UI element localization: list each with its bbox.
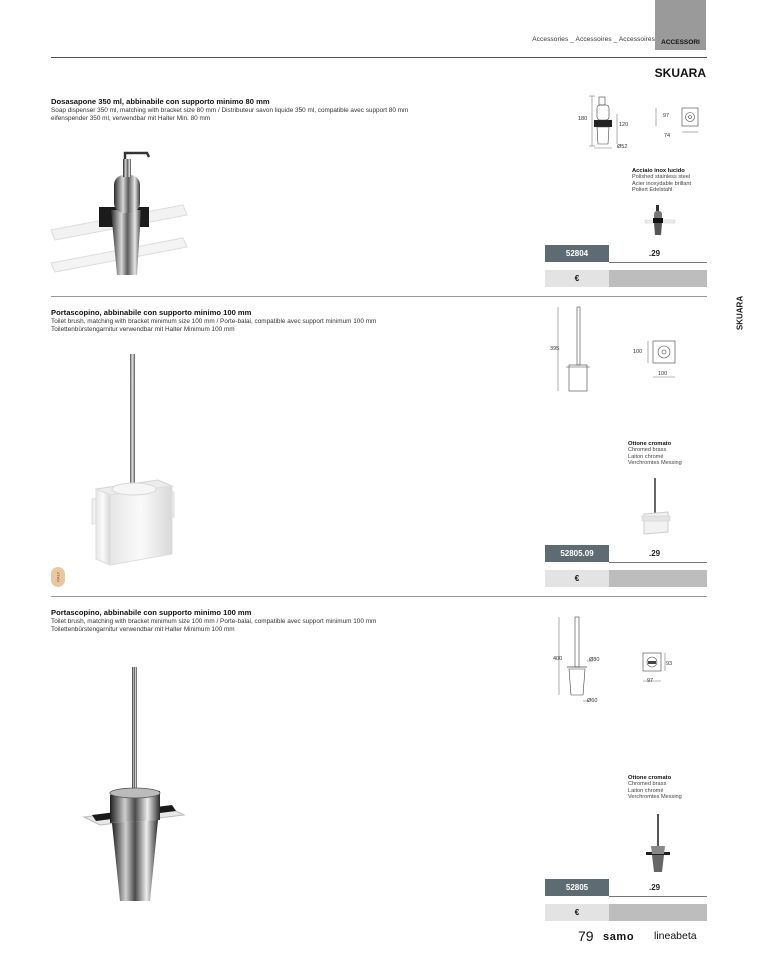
product-2-photo [88,352,180,568]
product-3-photo [84,665,186,905]
product-2-dim-top-width: 100 [633,349,643,355]
product-1-desc-line1: Soap dispenser 350 ml, matching with bracket size 80 mm / Distributeur savon liquide 350 ml, compatible avec support 80 mm [51,107,409,114]
product-1-desc-line2: eifenspender 350 ml, verwendbar mit Halter Min. 80 mm [51,115,211,123]
product-1-finish [632,168,707,194]
product-1-code: 52804 [545,245,609,262]
product-2-title: Portascopino, abbinabile con supporto minimo 100 mm [51,308,252,317]
product-1-finish-title: Acciaio inox lucido [632,168,685,174]
product-2-finish-thumbnail [640,478,672,540]
product-2-price-cell [609,570,707,587]
product-3-dim-bottom-diameter: Ø60 [587,698,598,704]
product-2-finish-line: Laiton chromé [628,453,664,460]
category-tab[interactable] [655,0,706,50]
product-3-code: 52805 [545,879,609,896]
product-1-dim-diameter: Ø52 [617,144,628,150]
side-series-label-text: SKUARA [735,295,745,330]
product-3-price-cell [609,904,707,921]
product-3-dim-top-width: 97 [647,678,654,684]
product-3-dim-height: 400 [553,656,563,662]
product-3-finish-line: Laiton chromé [628,787,664,794]
product-2-finish-line: Chromed brass [628,447,667,454]
product-3-currency: € [545,904,609,921]
product-3-dim-top-diameter: Ø80 [589,657,600,663]
product-2-currency: € [545,570,609,587]
product-2-finish-line: Verchromtes Messing [628,460,682,467]
product-3-finish-suffix: .29 [609,879,707,897]
product-1-title: Dosasapone 350 ml, abbinabile con supporto minimo 80 mm [51,97,270,106]
product-3-title: Portascopino, abbinabile con supporto minimo 100 mm [51,608,252,617]
product-1-finish-thumbnail [645,203,675,239]
product-2-dim-height: 395 [550,346,560,352]
product-3-finish-line: Verchromtes Messing [628,794,682,801]
product-1-dim-top-width: 97 [663,113,670,119]
product-3-finish-title: Ottone cromato [628,775,672,781]
series-title: SKUARA [654,66,706,80]
product-2-dim-top-depth: 100 [658,371,668,377]
product-1-currency: € [545,270,609,287]
product-1-finish-line: Acier inoxydable brillant [632,180,692,187]
product-3-finish [628,775,706,801]
section-divider [51,296,707,297]
product-2-technical-drawing [550,305,680,395]
product-1-finish-line: Poliert Edelstahl [632,187,673,194]
product-2-desc-line1: Toilet brush, matching with bracket minimum size 100 mm / Porte-balai, compatible avec support minimum 100 mm [51,318,377,325]
product-2-finish-title: Ottone cromato [628,441,672,447]
product-line-name: lineabeta [654,930,697,942]
page-number: 79 [578,928,594,944]
product-1-finish-line: Polished stainless steel [632,174,691,181]
product-3-dim-top-depth: 93 [666,661,673,667]
product-3-finish-line: Chromed brass [628,781,667,788]
product-1-dim-height: 180 [578,116,588,122]
product-2-finish [628,441,706,467]
product-3-finish-thumbnail [645,814,671,876]
side-series-label [733,290,747,335]
product-3-desc-line1: Toilet brush, matching with bracket minimum size 100 mm / Porte-balai, compatible avec support minimum 100 mm [51,618,377,625]
header-divider [51,57,707,58]
product-3-description [51,618,521,635]
brand-logo: samo [603,931,635,943]
product-2-description [51,318,521,335]
product-1-description [51,107,521,124]
product-2-code: 52805.09 [545,545,609,562]
breadcrumb: Accessories _ Accessoires _ Accessoires [532,36,655,43]
made-in-italy-badge [51,567,65,587]
product-3-desc-line2: Toilettenbürstengarnitur verwendbar mit Halter Minimum 100 mm [51,626,235,634]
product-2-desc-line2: Toilettenbürstengarnitur verwendbar mit Halter Minimum 100 mm [51,326,235,334]
product-3-technical-drawing [553,615,683,715]
made-in-italy-badge-text: ITALY [55,571,61,583]
product-1-dim-width: 120 [619,122,629,128]
product-1-technical-drawing [572,92,702,154]
product-1-finish-suffix: .29 [609,245,707,263]
product-1-photo [51,145,191,280]
product-1-price-cell [609,270,707,287]
product-2-finish-suffix: .29 [609,545,707,563]
category-tab-label: ACCESSORI [661,39,700,46]
product-1-dim-top-depth: 74 [664,133,671,139]
section-divider [51,596,707,597]
